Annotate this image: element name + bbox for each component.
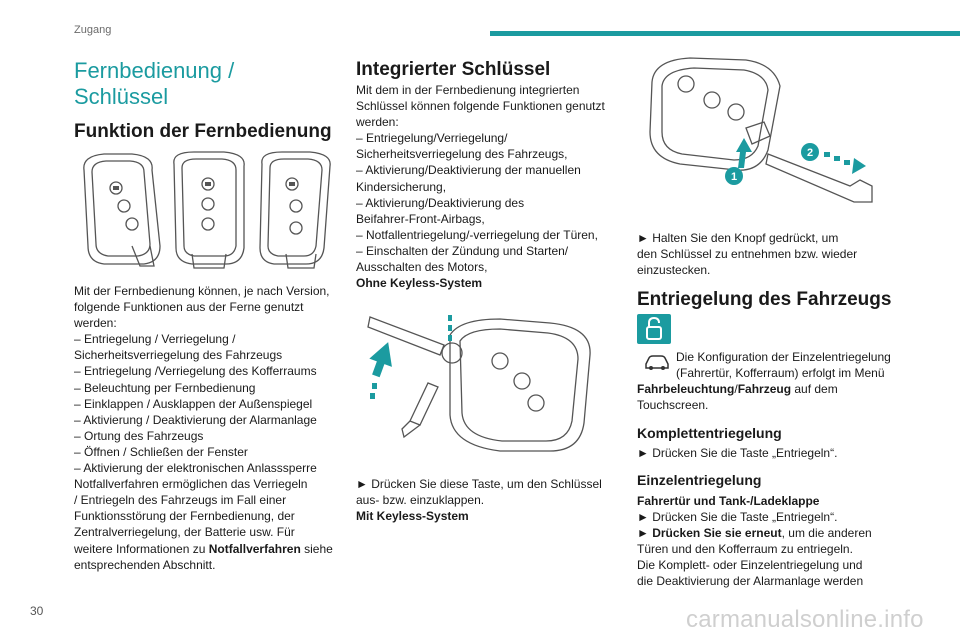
link-emergency-procedure[interactable]: Notfallverfahren bbox=[208, 541, 301, 556]
subheading-single-unlocking: Einzelentriegelung bbox=[637, 472, 762, 488]
key-removal-instruction: ► Halten Sie den Knopf gedrückt, um den Schlüssel zu entnehmen bzw. wieder einzustecken. bbox=[637, 231, 858, 278]
function-list-item: – Einklappen / Ausklappen der Außenspiegel bbox=[74, 396, 313, 411]
key-fold-illustration bbox=[360, 305, 610, 465]
section-header: Zugang bbox=[74, 24, 112, 36]
function-list-item: – Öffnen / Schließen der Fenster bbox=[74, 444, 248, 459]
function-list-item: – Aktivierung der elektronischen Anlasssperre bbox=[74, 461, 317, 476]
watermark: carmanualsonline.info bbox=[686, 606, 924, 633]
header-accent-bar bbox=[490, 31, 960, 36]
page-title-line-1: Fernbedienung / bbox=[74, 58, 235, 83]
unlock-icon bbox=[637, 314, 671, 344]
complete-unlocking-text: ► Drücken Sie die Taste „Entriegeln“. bbox=[637, 446, 838, 460]
function-list-item: – Entriegelung / Verriegelung / bbox=[74, 332, 236, 347]
heading-integrated-key: Integrierter Schlüssel bbox=[356, 59, 551, 80]
heading-vehicle-unlocking: Entriegelung des Fahrzeugs bbox=[637, 289, 892, 310]
function-list-item: – Beleuchtung per Fernbedienung bbox=[74, 380, 256, 395]
integrated-key-text: Mit dem in der Fernbedienung integrierten Schlüssel können folgende Funktionen genutzt werden: – Entriegelung/Verriegelung/ Sicherheitsverriegelung des Fahrzeugs, – Aktivierung/Deaktivierung der manuellen Kindersicherung, – Aktivierung/Deaktivierung des Beifahrer-Front-Airbags, – Notfallentriegelung/-verriegelung der Türen, – Einschalten der Zündung und Starten/ Ausschalten des Motors, Ohne Keyless-System bbox=[356, 83, 605, 291]
function-list-item: – Aktivierung / Deaktivierung der Alarmanlage bbox=[74, 412, 317, 427]
callout-1: 1 bbox=[730, 171, 738, 183]
key-removal-illustration bbox=[640, 52, 910, 222]
config-note: Fahrbeleuchtung/Fahrzeug auf dem Touchscreen. bbox=[637, 382, 838, 413]
remote-intro: Mit der Fernbedienung können, je nach Version, folgende Funktionen aus der Ferne genutzt werden: – Entriegelung / Verriegelung / Sicherheitsverriegelung des Fahrzeugs – Entriegelung /Verriegelung des Kofferraums – Beleuchtung per Fernbedienung – Einklappen / Ausklappen der Außenspiegel – Aktivierung / Deaktivierung der Alarmanlage – Ortung des Fahrzeugs – Öffnen / Schließen der Fenster – Aktivierung der elektronischen Anlasssperre Notfallverfahren ermöglichen das Verriegeln / Entriegeln des Fahrzeugs im Fall einer Funktionsstörung der Fernbedienung, der Zentralverriegelung, der Batterie usw. Für weitere Informationen zu Notfallverfahren siehe entsprechenden Abschnitt. bbox=[74, 284, 333, 572]
function-list-item: – Ortung des Fahrzeugs bbox=[74, 428, 204, 443]
car-settings-icon bbox=[643, 351, 671, 371]
function-list-item: – Entriegelung /Verriegelung des Kofferraums bbox=[74, 364, 317, 379]
subheading-without-keyless: Ohne Keyless-System bbox=[356, 276, 483, 291]
page-title-line-2: Schlüssel bbox=[74, 84, 169, 109]
config-note-indented: Die Konfiguration der Einzelentriegelung (Fahrertür, Kofferraum) erfolgt im Menü bbox=[676, 350, 891, 381]
page-number: 30 bbox=[30, 604, 44, 618]
menu-vehicle: Fahrzeug bbox=[737, 382, 792, 396]
remote-keys-illustration bbox=[74, 150, 336, 274]
function-list-item: Sicherheitsverriegelung des Fahrzeugs bbox=[74, 348, 283, 363]
subheading-with-keyless: Mit Keyless-System bbox=[356, 509, 469, 524]
page-title bbox=[74, 58, 234, 110]
single-unlocking-text: Fahrertür und Tank-/Ladeklappe ► Drücken Sie die Taste „Entriegeln“. ► Drücken Sie sie erneut, um die anderen Türen und den Kofferraum zu entriegeln. Die Komplett- oder Einzelentriegelung und die Deaktivierung der Alarmanlage werden bbox=[637, 494, 872, 589]
callout-2: 2 bbox=[806, 147, 814, 159]
heading-remote-function: Funktion der Fernbedienung bbox=[74, 121, 332, 142]
menu-driving-lights: Fahrbeleuchtung bbox=[637, 382, 735, 396]
integrated-key-instruction: ► Drücken Sie diese Taste, um den Schlüssel aus- bzw. einzuklappen. Mit Keyless-System bbox=[356, 477, 602, 524]
subheading-complete-unlocking: Komplettentriegelung bbox=[637, 425, 782, 441]
